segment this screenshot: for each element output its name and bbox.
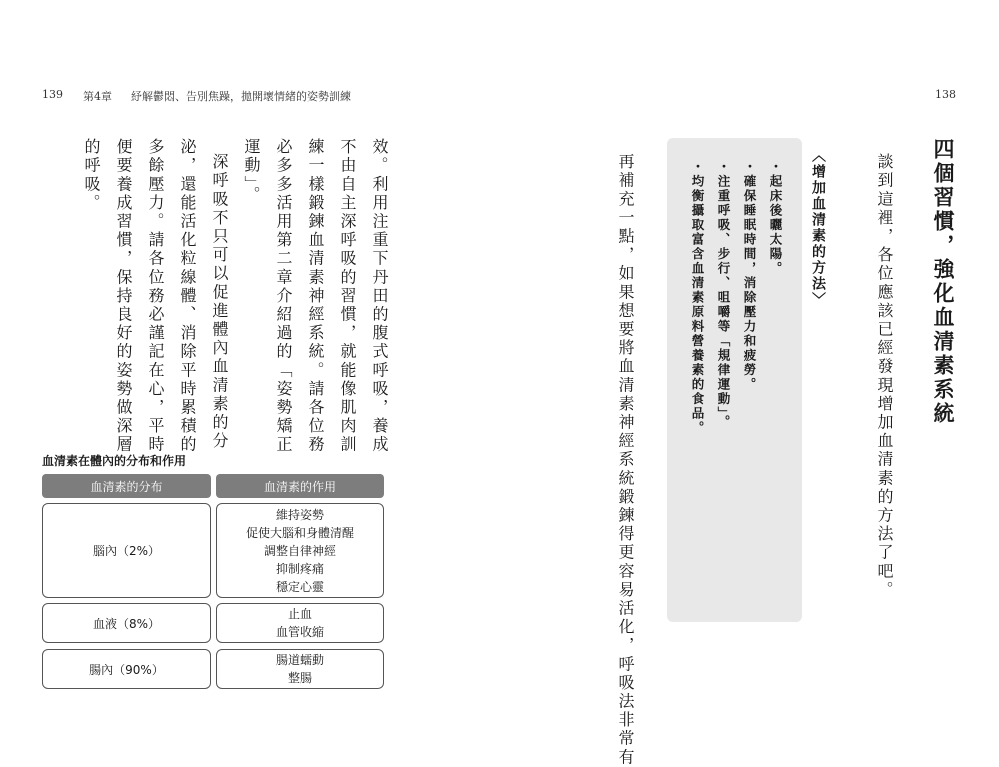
effect-item: 血管收縮 xyxy=(275,625,324,639)
tip-box-title: 〈增加血清素的方法〉 xyxy=(810,148,826,308)
intro-text: 談到這裡，各位應該已經發現增加血清素的方法了吧。 xyxy=(875,153,894,600)
table-row-effects xyxy=(216,503,384,598)
closing-text: 再補充一點，如果想要將血清素神經系統鍛鍊得更容易活化，呼吸法非常有 xyxy=(616,153,635,767)
body-column-5: 運動」。 xyxy=(242,138,261,205)
running-title: 紓解鬱悶、告別焦躁，拋開壞情緒的姿勢訓練 xyxy=(131,90,351,103)
effect-item: 促使大腦和身體清醒 xyxy=(245,525,354,540)
body-column-7: 泌，還能活化粒線體、消除平時累積的 xyxy=(178,138,197,455)
table-title: 血清素在體內的分布和作用 xyxy=(42,454,187,468)
effect-item: 調整自律神經 xyxy=(263,543,336,558)
tip-item: ・注重呼吸、步行、咀嚼等「規律運動」。 xyxy=(716,160,731,430)
left-page-number: 139 xyxy=(42,88,63,101)
table-row-location: 腸內（90%） xyxy=(42,649,211,689)
body-column-6: 深呼吸不只可以促進體內血清素的分 xyxy=(210,153,229,451)
effect-item: 穩定心靈 xyxy=(275,579,324,594)
table-header-distribution: 血清素的分布 xyxy=(42,474,211,498)
effect-item: 止血 xyxy=(287,607,312,621)
body-column-2: 不由自主深呼吸的習慣，就能像肌肉訓 xyxy=(338,138,357,455)
chapter-label: 第4章 xyxy=(83,90,112,103)
tip-item: ・起床後曬太陽。 xyxy=(768,160,783,276)
effect-item: 維持姿勢 xyxy=(275,507,324,522)
tip-item: ・確保睡眠時間，消除壓力和疲勞。 xyxy=(742,160,757,392)
body-column-10: 的呼吸。 xyxy=(82,138,101,213)
table-row-location: 血液（8%） xyxy=(42,603,211,643)
right-page-number: 138 xyxy=(935,88,956,101)
section-heading: 四個習慣，強化血清素系統 xyxy=(931,138,955,426)
table-header-function: 血清素的作用 xyxy=(216,474,384,498)
tip-item: ・均衡攝取富含血清素原料營養素的食品。 xyxy=(690,160,705,436)
effect-item: 整腸 xyxy=(287,671,312,685)
table-row-effects xyxy=(216,603,384,643)
effect-item: 腸道蠕動 xyxy=(275,653,324,667)
table-row-effects xyxy=(216,649,384,689)
effect-item: 抑制疼痛 xyxy=(275,561,324,576)
body-column-3: 練一樣鍛鍊血清素神經系統。請各位務 xyxy=(306,138,325,455)
body-column-8: 多餘壓力。請各位務必謹記在心，平時 xyxy=(146,138,165,455)
table-row-location: 腦內（2%） xyxy=(42,503,211,598)
body-column-9: 便要養成習慣，保持良好的姿勢做深層 xyxy=(114,138,133,455)
body-column-4: 必多多活用第二章介紹過的「姿勢矯正 xyxy=(274,138,293,455)
body-column-1: 效。利用注重下丹田的腹式呼吸，養成 xyxy=(370,138,389,455)
